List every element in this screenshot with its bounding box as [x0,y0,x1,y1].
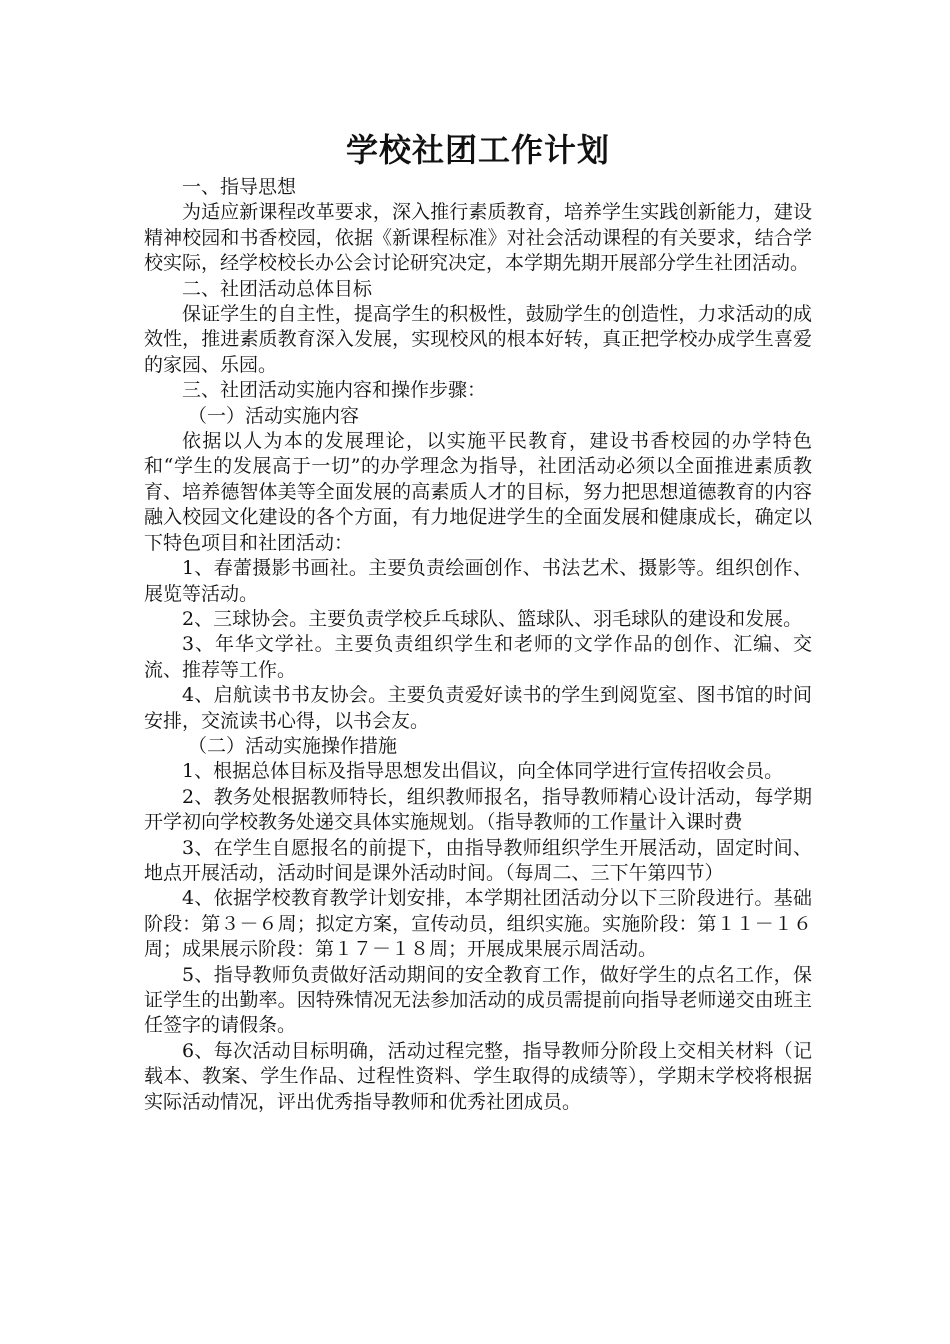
list-item-measure-2: 2、教务处根据教师特长，组织教师报名，指导教师精心设计活动，每学期开学初向学校教务处递交具体实施规划。（指导教师的工作量计入课时费 [144,785,812,834]
list-item-measure-4: 4、依据学校教育教学计划安排，本学期社团活动分以下三阶段进行。基础阶段：第３－６周；拟定方案，宣传动员，组织实施。实施阶段：第１１－１６周；成果展示阶段：第１７－１８周；开展成果展示周活动。 [144,887,812,961]
document-title: 学校社团工作计划 [345,131,610,169]
list-item-measure-5: 5、指导教师负责做好活动期间的安全教育工作，做好学生的点名工作，保证学生的出勤率。因特殊情况无法参加活动的成员需提前向指导老师递交由班主任签字的请假条。 [144,963,812,1037]
section-heading-guiding-ideology: 一、指导思想 [182,176,297,198]
document-page [144,125,812,1115]
paragraph-overall-goal: 保证学生的自主性，提高学生的积极性，鼓励学生的创造性，力求活动的成效性，推进素质教育深入发展，实现校风的根本好转，真正把学校办成学生喜爱的家园、乐园。 [144,303,812,376]
list-item-club-3: 3、年华文学社。主要负责组织学生和老师的文学作品的创作、汇编、交流、推荐等工作。 [144,633,812,681]
list-item-club-1: 1、春蕾摄影书画社。主要负责绘画创作、书法艺术、摄影等。组织创作、展览等活动。 [144,557,812,605]
subsection-heading-content: （一）活动实施内容 [188,404,360,427]
paragraph-content-intro: 依据以人为本的发展理论，以实施平民教育，建设书香校园的办学特色和“学生的发展高于一切”的办学理念为指导，社团活动必须以全面推进素质教育、培养德智体美等全面发展的高素质人才的目标，努力把思想道德教育的内容融入校园文化建设的各个方面，有力地促进学生的全面发展和健康成长，确定以下特色项目和社团活动： [144,430,812,554]
list-item-club-2: 2、三球协会。主要负责学校乒乓球队、篮球队、羽毛球队的建设和发展。 [182,607,803,630]
paragraph-guiding-ideology: 为适应新课程改革要求，深入推行素质教育，培养学生实践创新能力，建设精神校园和书香校园，依据《新课程标准》对社会活动课程的有关要求，结合学校实际，经学校校长办公会讨论研究决定，本学期先期开展部分学生社团活动。 [144,201,812,275]
list-item-measure-6: 6、每次活动目标明确，活动过程完整，指导教师分阶段上交相关材料（记载本、教案、学生作品、过程性资料、学生取得的成绩等），学期末学校将根据实际活动情况，评出优秀指导教师和优秀社团成员。 [144,1039,812,1113]
section-heading-implementation: 三、社团活动实施内容和操作步骤： [182,379,487,402]
section-heading-overall-goal: 二、社团活动总体目标 [182,277,373,300]
list-item-measure-3: 3、在学生自愿报名的前提下，由指导教师组织学生开展活动，固定时间、地点开展活动，活动时间是课外活动时间。（每周二、三下午第四节） [144,836,812,884]
subsection-heading-measures: （二）活动实施操作措施 [188,734,398,757]
list-item-measure-1: 1、根据总体目标及指导思想发出倡议，向全体同学进行宣传招收会员。 [182,760,784,783]
list-item-club-4: 4、启航读书书友协会。主要负责爱好读书的学生到阅览室、图书馆的时间安排，交流读书心得，以书会友。 [144,684,812,732]
